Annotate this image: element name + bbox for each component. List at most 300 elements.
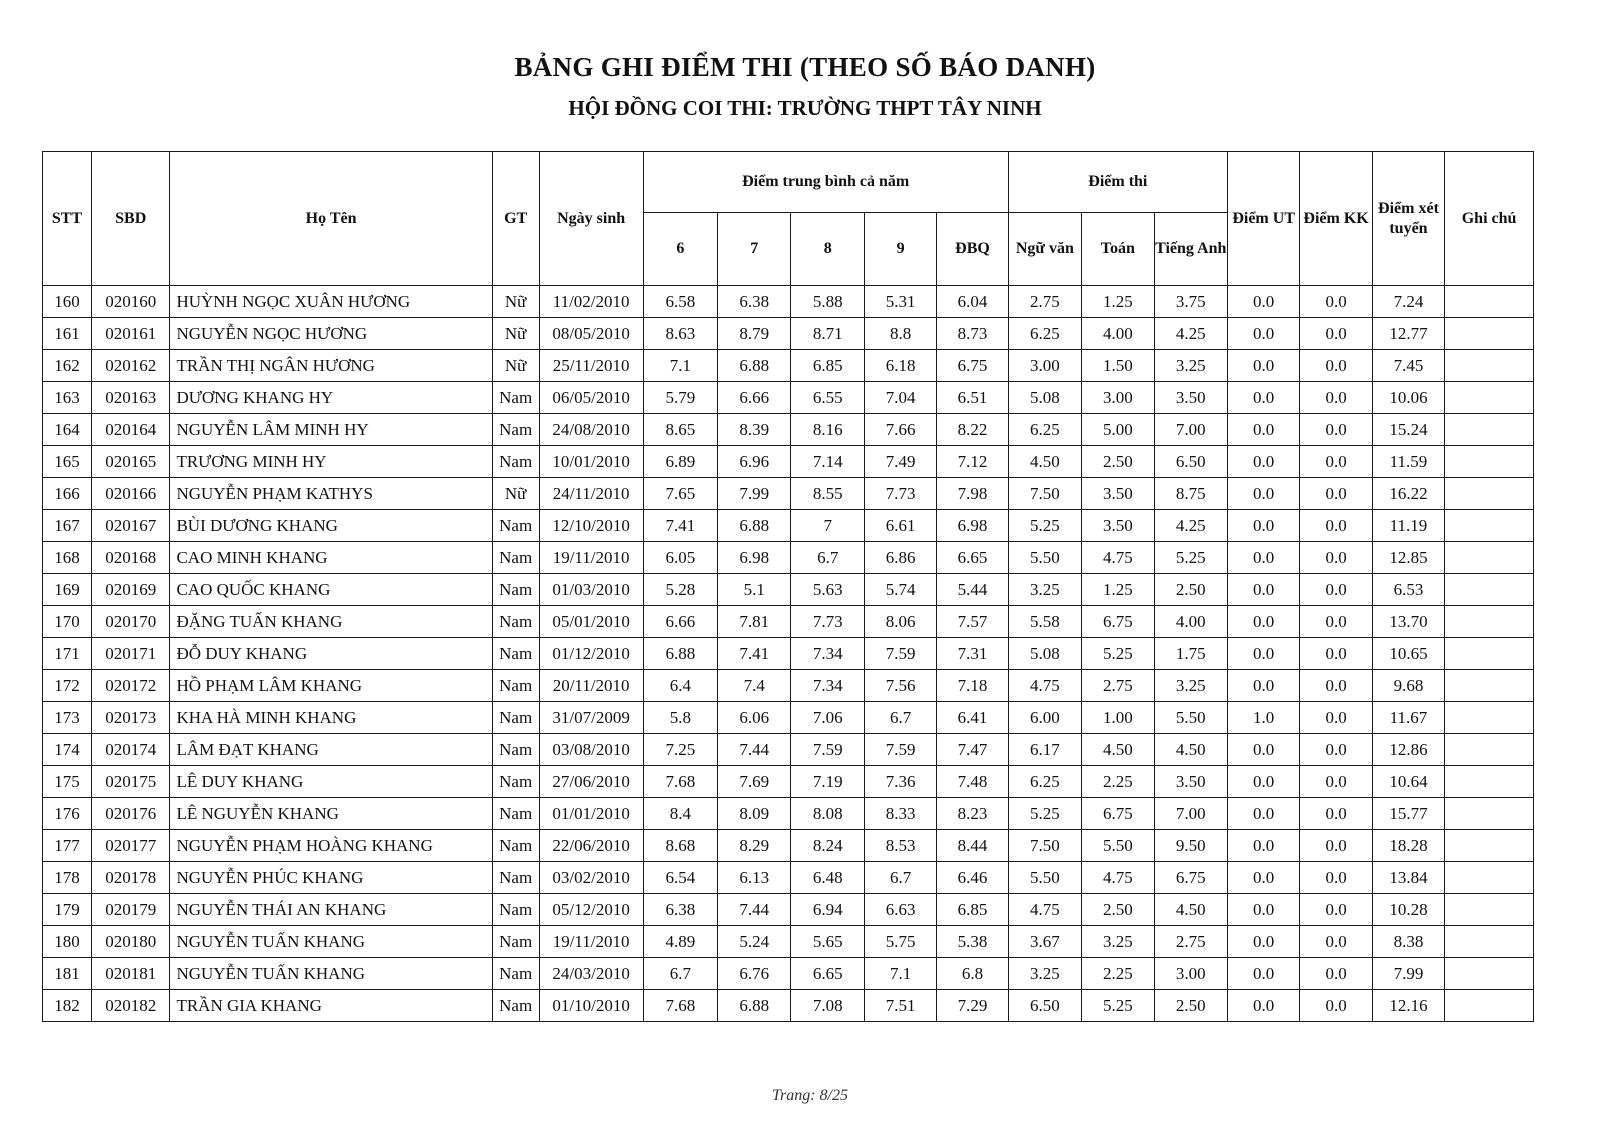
cell-tb-dbq: 7.12 [937, 446, 1008, 478]
cell-tieng-anh: 3.50 [1154, 382, 1227, 414]
cell-stt: 163 [43, 382, 92, 414]
cell-diem-kk: 0.0 [1300, 542, 1372, 574]
cell-ghi-chu [1445, 990, 1534, 1022]
header-tb-7: 7 [718, 213, 791, 286]
cell-tieng-anh: 8.75 [1154, 478, 1227, 510]
header-tb-8: 8 [791, 213, 864, 286]
cell-ngu-van: 4.50 [1008, 446, 1081, 478]
table-row [43, 446, 1534, 478]
cell-tb-8: 6.55 [791, 382, 864, 414]
cell-ngay-sinh: 08/05/2010 [539, 318, 643, 350]
cell-toan: 1.25 [1082, 286, 1154, 318]
cell-ngay-sinh: 05/12/2010 [539, 894, 643, 926]
cell-stt: 166 [43, 478, 92, 510]
cell-gt: Nữ [492, 318, 539, 350]
cell-diem-ut: 0.0 [1227, 830, 1299, 862]
cell-tb-dbq: 6.04 [937, 286, 1008, 318]
cell-ghi-chu [1445, 414, 1534, 446]
cell-diem-xet-tuyen: 11.67 [1372, 702, 1444, 734]
cell-toan: 2.25 [1082, 766, 1154, 798]
cell-ngay-sinh: 22/06/2010 [539, 830, 643, 862]
cell-sbd: 020182 [91, 990, 170, 1022]
cell-tb-7: 6.98 [718, 542, 791, 574]
cell-tieng-anh: 7.00 [1154, 798, 1227, 830]
cell-toan: 1.00 [1082, 702, 1154, 734]
cell-tb-7: 6.88 [718, 990, 791, 1022]
cell-tb-7: 6.96 [718, 446, 791, 478]
cell-tb-dbq: 7.31 [937, 638, 1008, 670]
cell-gt: Nam [492, 542, 539, 574]
header-ho-ten: Họ Tên [170, 152, 492, 286]
cell-gt: Nam [492, 766, 539, 798]
cell-tb-dbq: 7.57 [937, 606, 1008, 638]
document-title: BẢNG GHI ĐIỂM THI (THEO SỐ BÁO DANH) [514, 52, 1096, 82]
cell-ngu-van: 5.58 [1008, 606, 1081, 638]
cell-gt: Nam [492, 734, 539, 766]
cell-ho-ten: NGUYỄN PHẠM KATHYS [170, 478, 492, 510]
cell-tb-6: 8.4 [643, 798, 717, 830]
cell-diem-xet-tuyen: 11.59 [1372, 446, 1444, 478]
cell-sbd: 020166 [91, 478, 170, 510]
cell-diem-ut: 0.0 [1227, 574, 1299, 606]
cell-diem-ut: 0.0 [1227, 478, 1299, 510]
cell-ho-ten: NGUYỄN PHÚC KHANG [170, 862, 492, 894]
cell-tb-9: 6.18 [864, 350, 936, 382]
header-diem-xet-tuyen: Điểm xét tuyển [1372, 152, 1444, 286]
cell-gt: Nữ [492, 350, 539, 382]
council-subtitle: HỘI ĐỒNG COI THI: TRƯỜNG THPT TÂY NINH [568, 96, 1042, 120]
cell-tb-6: 5.8 [643, 702, 717, 734]
cell-gt: Nam [492, 990, 539, 1022]
cell-tb-6: 5.79 [643, 382, 717, 414]
cell-tb-9: 7.1 [864, 958, 936, 990]
cell-ho-ten: NGUYỄN TUẤN KHANG [170, 958, 492, 990]
cell-ho-ten: TRƯƠNG MINH HY [170, 446, 492, 478]
cell-sbd: 020180 [91, 926, 170, 958]
header-gt: GT [492, 152, 539, 286]
cell-ghi-chu [1445, 670, 1534, 702]
cell-ghi-chu [1445, 830, 1534, 862]
cell-tieng-anh: 3.25 [1154, 670, 1227, 702]
cell-tb-7: 6.38 [718, 286, 791, 318]
table-row [43, 382, 1534, 414]
cell-diem-ut: 0.0 [1227, 766, 1299, 798]
cell-diem-kk: 0.0 [1300, 414, 1372, 446]
cell-tieng-anh: 4.50 [1154, 734, 1227, 766]
cell-tieng-anh: 4.25 [1154, 318, 1227, 350]
cell-ngu-van: 7.50 [1008, 830, 1081, 862]
cell-diem-ut: 1.0 [1227, 702, 1299, 734]
header-tb-dbq: ĐBQ [937, 213, 1008, 286]
cell-tb-8: 5.63 [791, 574, 864, 606]
cell-diem-ut: 0.0 [1227, 542, 1299, 574]
cell-ngu-van: 6.00 [1008, 702, 1081, 734]
cell-tb-dbq: 7.48 [937, 766, 1008, 798]
cell-gt: Nam [492, 830, 539, 862]
cell-tb-8: 8.71 [791, 318, 864, 350]
cell-tieng-anh: 3.00 [1154, 958, 1227, 990]
cell-diem-xet-tuyen: 10.28 [1372, 894, 1444, 926]
table-row [43, 350, 1534, 382]
cell-tb-9: 7.66 [864, 414, 936, 446]
cell-ghi-chu [1445, 862, 1534, 894]
cell-tb-9: 5.74 [864, 574, 936, 606]
cell-diem-kk: 0.0 [1300, 894, 1372, 926]
cell-diem-xet-tuyen: 10.64 [1372, 766, 1444, 798]
cell-tb-6: 6.54 [643, 862, 717, 894]
cell-diem-kk: 0.0 [1300, 862, 1372, 894]
cell-diem-kk: 0.0 [1300, 830, 1372, 862]
cell-sbd: 020170 [91, 606, 170, 638]
cell-ghi-chu [1445, 574, 1534, 606]
cell-gt: Nam [492, 382, 539, 414]
cell-tb-8: 8.24 [791, 830, 864, 862]
cell-tb-6: 7.41 [643, 510, 717, 542]
cell-sbd: 020178 [91, 862, 170, 894]
cell-tb-6: 6.7 [643, 958, 717, 990]
cell-toan: 2.75 [1082, 670, 1154, 702]
cell-ho-ten: CAO MINH KHANG [170, 542, 492, 574]
cell-stt: 182 [43, 990, 92, 1022]
cell-ngay-sinh: 24/08/2010 [539, 414, 643, 446]
cell-toan: 5.00 [1082, 414, 1154, 446]
cell-diem-xet-tuyen: 13.70 [1372, 606, 1444, 638]
cell-ngay-sinh: 25/11/2010 [539, 350, 643, 382]
cell-tb-6: 6.4 [643, 670, 717, 702]
table-row [43, 830, 1534, 862]
cell-gt: Nam [492, 414, 539, 446]
cell-ghi-chu [1445, 926, 1534, 958]
cell-tieng-anh: 1.75 [1154, 638, 1227, 670]
cell-ngu-van: 6.25 [1008, 414, 1081, 446]
cell-tieng-anh: 2.50 [1154, 574, 1227, 606]
table-row [43, 478, 1534, 510]
cell-tb-8: 7.59 [791, 734, 864, 766]
cell-ngay-sinh: 27/06/2010 [539, 766, 643, 798]
cell-toan: 4.75 [1082, 862, 1154, 894]
cell-ghi-chu [1445, 734, 1534, 766]
cell-tb-9: 6.61 [864, 510, 936, 542]
cell-gt: Nam [492, 702, 539, 734]
cell-ngu-van: 5.50 [1008, 542, 1081, 574]
cell-tb-dbq: 6.46 [937, 862, 1008, 894]
cell-diem-xet-tuyen: 15.77 [1372, 798, 1444, 830]
cell-toan: 6.75 [1082, 606, 1154, 638]
cell-gt: Nam [492, 894, 539, 926]
cell-stt: 161 [43, 318, 92, 350]
cell-diem-kk: 0.0 [1300, 734, 1372, 766]
cell-tieng-anh: 3.75 [1154, 286, 1227, 318]
cell-tb-7: 8.39 [718, 414, 791, 446]
cell-tb-dbq: 8.23 [937, 798, 1008, 830]
cell-tb-7: 5.1 [718, 574, 791, 606]
cell-tb-8: 6.48 [791, 862, 864, 894]
cell-tb-9: 8.06 [864, 606, 936, 638]
cell-sbd: 020164 [91, 414, 170, 446]
score-rows [43, 286, 1534, 1022]
cell-stt: 178 [43, 862, 92, 894]
cell-stt: 180 [43, 926, 92, 958]
cell-ho-ten: NGUYỄN NGỌC HƯƠNG [170, 318, 492, 350]
table-row [43, 766, 1534, 798]
cell-tb-9: 8.33 [864, 798, 936, 830]
cell-diem-xet-tuyen: 18.28 [1372, 830, 1444, 862]
table-row [43, 542, 1534, 574]
cell-ho-ten: NGUYỄN PHẠM HOÀNG KHANG [170, 830, 492, 862]
table-row [43, 414, 1534, 446]
cell-toan: 2.25 [1082, 958, 1154, 990]
cell-ho-ten: TRẦN GIA KHANG [170, 990, 492, 1022]
cell-tb-8: 8.55 [791, 478, 864, 510]
cell-ngay-sinh: 10/01/2010 [539, 446, 643, 478]
cell-diem-ut: 0.0 [1227, 446, 1299, 478]
cell-ngu-van: 7.50 [1008, 478, 1081, 510]
table-row [43, 958, 1534, 990]
cell-ghi-chu [1445, 382, 1534, 414]
cell-diem-kk: 0.0 [1300, 446, 1372, 478]
cell-tieng-anh: 6.75 [1154, 862, 1227, 894]
cell-sbd: 020160 [91, 286, 170, 318]
cell-ngu-van: 6.25 [1008, 318, 1081, 350]
cell-ghi-chu [1445, 702, 1534, 734]
cell-toan: 5.50 [1082, 830, 1154, 862]
cell-ho-ten: HỒ PHẠM LÂM KHANG [170, 670, 492, 702]
table-row [43, 318, 1534, 350]
table-row [43, 862, 1534, 894]
cell-ngu-van: 6.17 [1008, 734, 1081, 766]
cell-gt: Nữ [492, 478, 539, 510]
cell-diem-ut: 0.0 [1227, 894, 1299, 926]
cell-tb-7: 6.13 [718, 862, 791, 894]
cell-ho-ten: NGUYỄN LÂM MINH HY [170, 414, 492, 446]
cell-tb-8: 7.34 [791, 670, 864, 702]
cell-diem-kk: 0.0 [1300, 670, 1372, 702]
header-stt: STT [43, 152, 92, 286]
cell-stt: 170 [43, 606, 92, 638]
cell-tb-9: 6.86 [864, 542, 936, 574]
cell-ho-ten: ĐỖ DUY KHANG [170, 638, 492, 670]
header-diem-kk: Điểm KK [1300, 152, 1372, 286]
cell-diem-ut: 0.0 [1227, 510, 1299, 542]
cell-diem-ut: 0.0 [1227, 606, 1299, 638]
cell-tb-9: 8.8 [864, 318, 936, 350]
cell-toan: 4.50 [1082, 734, 1154, 766]
table-row [43, 798, 1534, 830]
cell-toan: 1.25 [1082, 574, 1154, 606]
cell-sbd: 020169 [91, 574, 170, 606]
header-ngay-sinh: Ngày sinh [539, 152, 643, 286]
cell-tb-6: 7.65 [643, 478, 717, 510]
table-row [43, 670, 1534, 702]
table-row [43, 702, 1534, 734]
cell-diem-xet-tuyen: 6.53 [1372, 574, 1444, 606]
cell-tb-8: 5.65 [791, 926, 864, 958]
cell-diem-xet-tuyen: 7.99 [1372, 958, 1444, 990]
page-number: Trang: 8/25 [771, 1087, 848, 1104]
cell-diem-kk: 0.0 [1300, 958, 1372, 990]
cell-tb-9: 5.75 [864, 926, 936, 958]
cell-toan: 3.50 [1082, 478, 1154, 510]
cell-sbd: 020171 [91, 638, 170, 670]
cell-ho-ten: LÊ NGUYỄN KHANG [170, 798, 492, 830]
cell-tb-9: 7.04 [864, 382, 936, 414]
cell-tb-dbq: 6.8 [937, 958, 1008, 990]
cell-stt: 181 [43, 958, 92, 990]
cell-tb-6: 6.88 [643, 638, 717, 670]
cell-ngay-sinh: 03/08/2010 [539, 734, 643, 766]
cell-ho-ten: NGUYỄN TUẤN KHANG [170, 926, 492, 958]
cell-ho-ten: ĐẶNG TUẤN KHANG [170, 606, 492, 638]
cell-tb-8: 7.14 [791, 446, 864, 478]
cell-ho-ten: DƯƠNG KHANG HY [170, 382, 492, 414]
header-tb-9: 9 [864, 213, 936, 286]
cell-sbd: 020161 [91, 318, 170, 350]
cell-ghi-chu [1445, 350, 1534, 382]
cell-ngu-van: 5.25 [1008, 510, 1081, 542]
cell-ghi-chu [1445, 766, 1534, 798]
cell-ngu-van: 3.25 [1008, 958, 1081, 990]
cell-tieng-anh: 9.50 [1154, 830, 1227, 862]
cell-sbd: 020179 [91, 894, 170, 926]
header-toan: Toán [1082, 213, 1154, 286]
cell-tb-9: 6.7 [864, 862, 936, 894]
cell-tb-dbq: 6.65 [937, 542, 1008, 574]
cell-tb-9: 7.59 [864, 638, 936, 670]
cell-tb-9: 7.51 [864, 990, 936, 1022]
cell-tb-dbq: 6.85 [937, 894, 1008, 926]
cell-tb-6: 6.38 [643, 894, 717, 926]
cell-diem-ut: 0.0 [1227, 990, 1299, 1022]
cell-diem-kk: 0.0 [1300, 638, 1372, 670]
cell-tb-6: 7.68 [643, 766, 717, 798]
cell-stt: 162 [43, 350, 92, 382]
cell-ngay-sinh: 19/11/2010 [539, 542, 643, 574]
header-tb-6: 6 [643, 213, 717, 286]
cell-tb-9: 7.36 [864, 766, 936, 798]
cell-tb-8: 7.08 [791, 990, 864, 1022]
cell-tb-7: 6.88 [718, 350, 791, 382]
cell-tb-7: 7.81 [718, 606, 791, 638]
cell-ghi-chu [1445, 510, 1534, 542]
cell-ghi-chu [1445, 286, 1534, 318]
cell-diem-xet-tuyen: 8.38 [1372, 926, 1444, 958]
cell-sbd: 020162 [91, 350, 170, 382]
cell-ngay-sinh: 11/02/2010 [539, 286, 643, 318]
cell-ghi-chu [1445, 478, 1534, 510]
cell-toan: 6.75 [1082, 798, 1154, 830]
cell-sbd: 020168 [91, 542, 170, 574]
cell-diem-ut: 0.0 [1227, 286, 1299, 318]
cell-tb-9: 6.7 [864, 702, 936, 734]
cell-sbd: 020172 [91, 670, 170, 702]
cell-ho-ten: NGUYỄN THÁI AN KHANG [170, 894, 492, 926]
cell-ho-ten: TRẦN THỊ NGÂN HƯƠNG [170, 350, 492, 382]
cell-stt: 176 [43, 798, 92, 830]
cell-ho-ten: BÙI DƯƠNG KHANG [170, 510, 492, 542]
cell-diem-kk: 0.0 [1300, 286, 1372, 318]
cell-gt: Nữ [492, 286, 539, 318]
header-sbd: SBD [91, 152, 170, 286]
cell-tb-9: 5.31 [864, 286, 936, 318]
cell-tb-9: 7.73 [864, 478, 936, 510]
cell-tieng-anh: 3.50 [1154, 766, 1227, 798]
cell-toan: 5.25 [1082, 638, 1154, 670]
cell-toan: 1.50 [1082, 350, 1154, 382]
cell-stt: 172 [43, 670, 92, 702]
cell-diem-ut: 0.0 [1227, 414, 1299, 446]
cell-diem-kk: 0.0 [1300, 350, 1372, 382]
cell-tb-7: 6.76 [718, 958, 791, 990]
cell-diem-kk: 0.0 [1300, 702, 1372, 734]
cell-ngay-sinh: 20/11/2010 [539, 670, 643, 702]
cell-diem-kk: 0.0 [1300, 926, 1372, 958]
cell-ngay-sinh: 06/05/2010 [539, 382, 643, 414]
cell-tb-7: 7.44 [718, 734, 791, 766]
cell-stt: 164 [43, 414, 92, 446]
cell-toan: 3.50 [1082, 510, 1154, 542]
cell-toan: 2.50 [1082, 446, 1154, 478]
cell-diem-xet-tuyen: 15.24 [1372, 414, 1444, 446]
cell-tieng-anh: 7.00 [1154, 414, 1227, 446]
cell-tb-7: 7.99 [718, 478, 791, 510]
cell-diem-kk: 0.0 [1300, 798, 1372, 830]
cell-tb-8: 6.7 [791, 542, 864, 574]
cell-tb-8: 6.85 [791, 350, 864, 382]
cell-stt: 175 [43, 766, 92, 798]
cell-ngay-sinh: 01/01/2010 [539, 798, 643, 830]
cell-ngu-van: 4.75 [1008, 670, 1081, 702]
cell-tb-7: 5.24 [718, 926, 791, 958]
cell-tb-8: 8.08 [791, 798, 864, 830]
cell-tb-6: 4.89 [643, 926, 717, 958]
cell-diem-xet-tuyen: 13.84 [1372, 862, 1444, 894]
cell-diem-kk: 0.0 [1300, 574, 1372, 606]
cell-ngay-sinh: 01/03/2010 [539, 574, 643, 606]
cell-ngay-sinh: 24/03/2010 [539, 958, 643, 990]
cell-diem-ut: 0.0 [1227, 926, 1299, 958]
cell-ho-ten: KHA HÀ MINH KHANG [170, 702, 492, 734]
cell-tieng-anh: 2.75 [1154, 926, 1227, 958]
cell-gt: Nam [492, 862, 539, 894]
cell-diem-xet-tuyen: 12.85 [1372, 542, 1444, 574]
cell-ghi-chu [1445, 318, 1534, 350]
cell-ho-ten: LÊ DUY KHANG [170, 766, 492, 798]
cell-diem-ut: 0.0 [1227, 862, 1299, 894]
cell-ngay-sinh: 01/10/2010 [539, 990, 643, 1022]
cell-diem-xet-tuyen: 7.24 [1372, 286, 1444, 318]
cell-ngu-van: 5.08 [1008, 638, 1081, 670]
cell-tb-7: 7.41 [718, 638, 791, 670]
cell-diem-xet-tuyen: 12.16 [1372, 990, 1444, 1022]
cell-stt: 169 [43, 574, 92, 606]
cell-diem-ut: 0.0 [1227, 350, 1299, 382]
cell-tb-dbq: 8.73 [937, 318, 1008, 350]
table-row [43, 990, 1534, 1022]
cell-tb-6: 7.1 [643, 350, 717, 382]
cell-stt: 179 [43, 894, 92, 926]
cell-ngu-van: 3.00 [1008, 350, 1081, 382]
cell-ghi-chu [1445, 638, 1534, 670]
cell-gt: Nam [492, 670, 539, 702]
cell-tieng-anh: 4.50 [1154, 894, 1227, 926]
cell-tb-dbq: 6.75 [937, 350, 1008, 382]
score-table [42, 151, 1534, 1022]
cell-tb-9: 6.63 [864, 894, 936, 926]
cell-ngu-van: 5.50 [1008, 862, 1081, 894]
cell-tieng-anh: 2.50 [1154, 990, 1227, 1022]
cell-tb-dbq: 6.41 [937, 702, 1008, 734]
cell-sbd: 020173 [91, 702, 170, 734]
